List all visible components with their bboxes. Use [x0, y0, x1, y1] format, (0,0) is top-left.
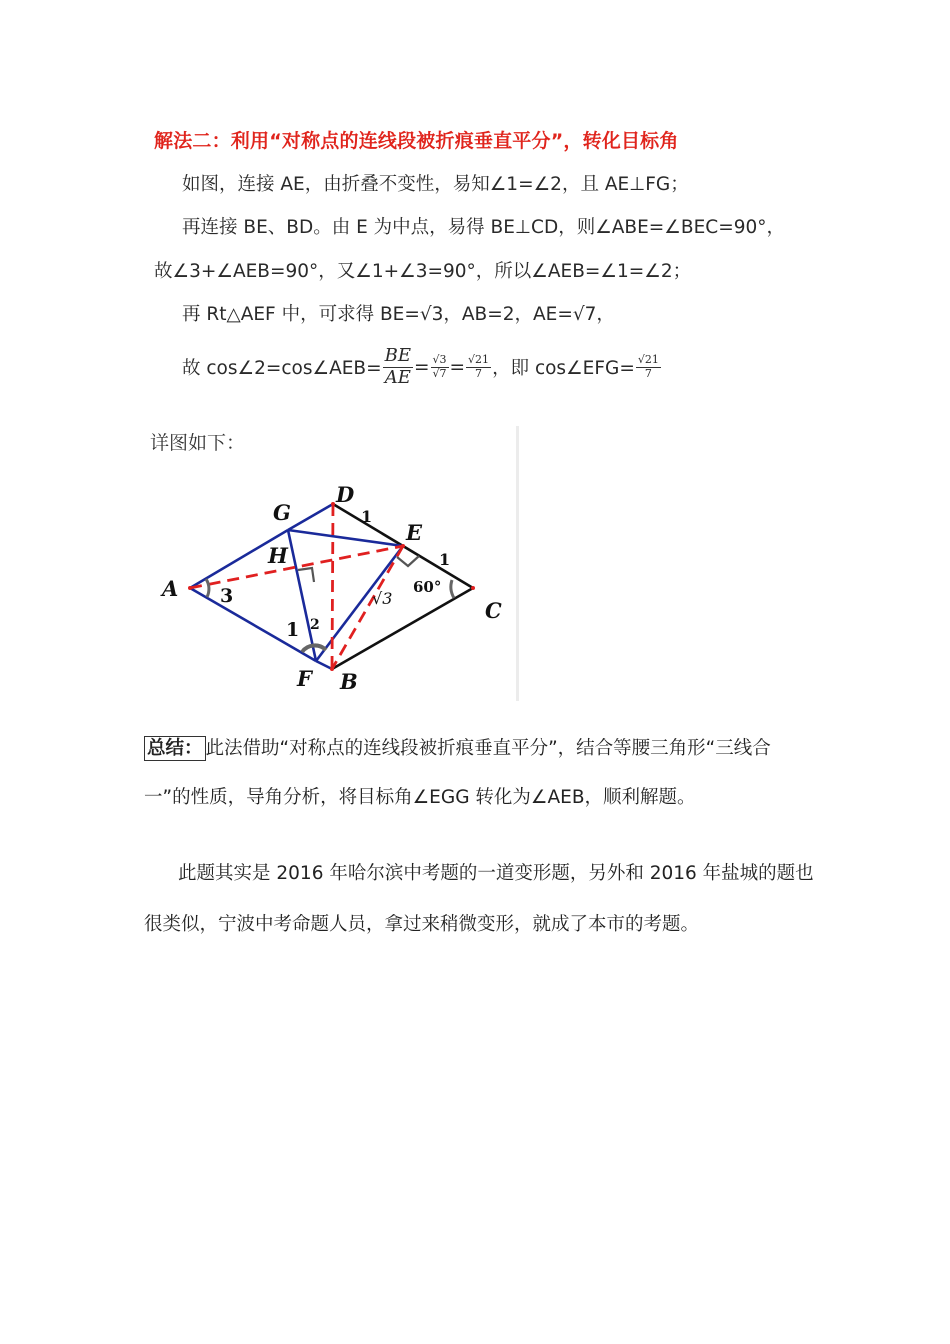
- fraction-numerator: √21: [637, 353, 659, 367]
- fraction-denominator: √7: [432, 366, 447, 380]
- vertex-c: [471, 586, 475, 590]
- fraction-numerator: √21: [468, 353, 490, 367]
- summary-block: [144, 724, 814, 822]
- formula-mid: ，即 cos∠EFG=: [492, 358, 635, 380]
- detail-figure-title: 详图如下：: [150, 432, 246, 454]
- label-h: H: [268, 543, 288, 568]
- equals-sign: =: [449, 356, 466, 378]
- label-angle1-f: 1: [286, 619, 300, 641]
- label-angle1-ec: 1: [439, 550, 451, 569]
- label-a: A: [162, 576, 179, 601]
- segment-gd: [288, 504, 333, 530]
- text-line-4: 再 Rt△AEF 中，可求得 BE=√3，AB=2，AE=√7，: [182, 304, 615, 325]
- fraction-denominator: 7: [475, 366, 483, 380]
- label-angle2-f: 2: [310, 617, 320, 633]
- solution-heading: 解法二：利用“对称点的连线段被折痕垂直平分”，转化目标角: [154, 130, 679, 152]
- text-line-3: 故∠3+∠AEB=90°，又∠1+∠3=90°，所以∠AEB=∠1=∠2；: [154, 261, 692, 282]
- vertex-e: [401, 544, 405, 548]
- equals-sign: =: [414, 356, 430, 378]
- fraction-sqrt21-7: [466, 354, 491, 380]
- label-sqrt3: √3: [372, 589, 393, 608]
- segment-cb: [332, 588, 473, 669]
- vertex-a: [188, 586, 192, 590]
- label-angle1-de: 1: [361, 507, 373, 526]
- summary-label: 总结：: [144, 736, 206, 761]
- geometry-figure: [140, 470, 520, 705]
- vertex-b: [330, 667, 334, 671]
- summary-text: 此法借助“对称点的连线段被折痕垂直平分”，结合等腰三角形“三线合一”的性质，导角分析，将目标角∠EGG 转化为∠AEB，顺利解题。: [144, 738, 771, 808]
- fraction-denominator: AE: [384, 366, 411, 388]
- label-f: F: [297, 666, 312, 691]
- text-line-1: 如图，连接 AE，由折叠不变性，易知∠1=∠2，且 AE⊥FG；: [182, 174, 689, 195]
- label-d: D: [336, 482, 355, 507]
- segment-ge: [288, 530, 403, 546]
- fraction-denominator: 7: [644, 366, 652, 380]
- dashed-db: [332, 504, 333, 669]
- text-line-2: 再连接 BE、BD。由 E 为中点，易得 BE⊥CD，则∠ABE=∠BEC=90°，: [182, 217, 785, 238]
- fraction-be-ae: [383, 346, 413, 388]
- fraction-numerator: √3: [432, 353, 447, 367]
- right-angle-mark-h: [298, 568, 314, 582]
- formula-prefix: 故 cos∠2=cos∠AEB=: [182, 358, 382, 380]
- label-b: B: [340, 669, 358, 694]
- right-angle-mark-e: [397, 556, 419, 566]
- angle-arc-60: [451, 580, 454, 598]
- fraction-result: [636, 354, 661, 380]
- label-g: G: [273, 500, 291, 525]
- vertex-d: [331, 502, 335, 506]
- cosine-formula: [182, 346, 662, 388]
- angle-arc-3: [206, 579, 209, 597]
- label-60-degrees: 60°: [413, 578, 442, 596]
- segment-fb: [316, 661, 332, 669]
- fraction-numerator: BE: [384, 345, 411, 366]
- label-angle3: 3: [220, 585, 234, 607]
- fraction-sqrt3-sqrt7: [431, 354, 449, 380]
- label-e: E: [406, 520, 423, 545]
- segment-gf: [288, 530, 316, 661]
- label-c: C: [485, 598, 502, 623]
- closing-paragraph: 此题其实是 2016 年哈尔滨中考题的一道变形题，另外和 2016 年盐城的题也很类似，宁波中考命题人员，拿过来稍微变形，就成了本市的考题。: [144, 863, 814, 935]
